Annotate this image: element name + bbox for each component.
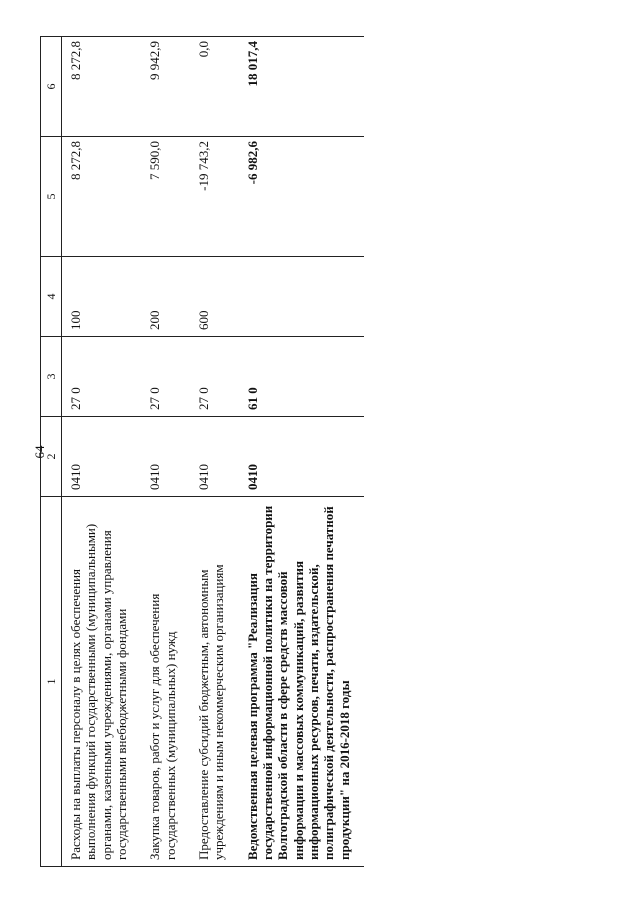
row-description: Расходы на выплаты персоналу в целях обеспечения выполнения функций государственными (муниципальными) органами, казенными учреждениями, органами управления государственными внебюджетными фондами [62, 497, 142, 867]
table-row [190, 37, 239, 867]
row-type-code: 100 [62, 257, 142, 337]
column-header: 1 [41, 497, 62, 867]
row-description: Закупка товаров, работ и услуг для обеспечения государственных (муниципальных) нужд [141, 497, 190, 867]
column-header: 5 [41, 137, 62, 257]
row-change-amount: 8 272,8 [62, 137, 142, 257]
row-total-amount: 9 942,9 [141, 37, 190, 137]
budget-table [40, 36, 364, 867]
row-total-amount: 8 272,8 [62, 37, 142, 137]
row-change-amount: -6 982,6 [239, 137, 364, 257]
row-type-code [239, 257, 364, 337]
row-target-code: 27 0 [190, 337, 239, 417]
row-total-amount: 0,0 [190, 37, 239, 137]
table-header-row [41, 37, 62, 867]
page-number: 64 [32, 445, 47, 459]
row-target-code: 27 0 [141, 337, 190, 417]
row-description: Предоставление субсидий бюджетным, автономным учреждениям и иным некоммерческим организациям [190, 497, 239, 867]
row-section-code: 0410 [239, 417, 364, 497]
row-total-amount: 18 017,4 [239, 37, 364, 137]
table-row [141, 37, 190, 867]
row-section-code: 0410 [62, 417, 142, 497]
table-row [239, 37, 364, 867]
row-description: Ведомственная целевая программа "Реализация государственной информационной политики на территории Волгоградской области в сфере средств массовой информации и массовых коммуникаций, развития информационных ресурсов, печати, издательской, полиграфической деятельности, распространения печатной продукции" на 2016-2018 годы [239, 497, 364, 867]
row-target-code: 61 0 [239, 337, 364, 417]
row-type-code: 200 [141, 257, 190, 337]
column-header: 4 [41, 257, 62, 337]
column-header: 3 [41, 337, 62, 417]
table-row [62, 37, 142, 867]
column-header: 2 [41, 417, 62, 497]
row-section-code: 0410 [190, 417, 239, 497]
row-change-amount: -19 743,2 [190, 137, 239, 257]
row-target-code: 27 0 [62, 337, 142, 417]
row-type-code: 600 [190, 257, 239, 337]
row-section-code: 0410 [141, 417, 190, 497]
row-change-amount: 7 590,0 [141, 137, 190, 257]
budget-table-sheet [40, 37, 600, 867]
column-header: 6 [41, 37, 62, 137]
